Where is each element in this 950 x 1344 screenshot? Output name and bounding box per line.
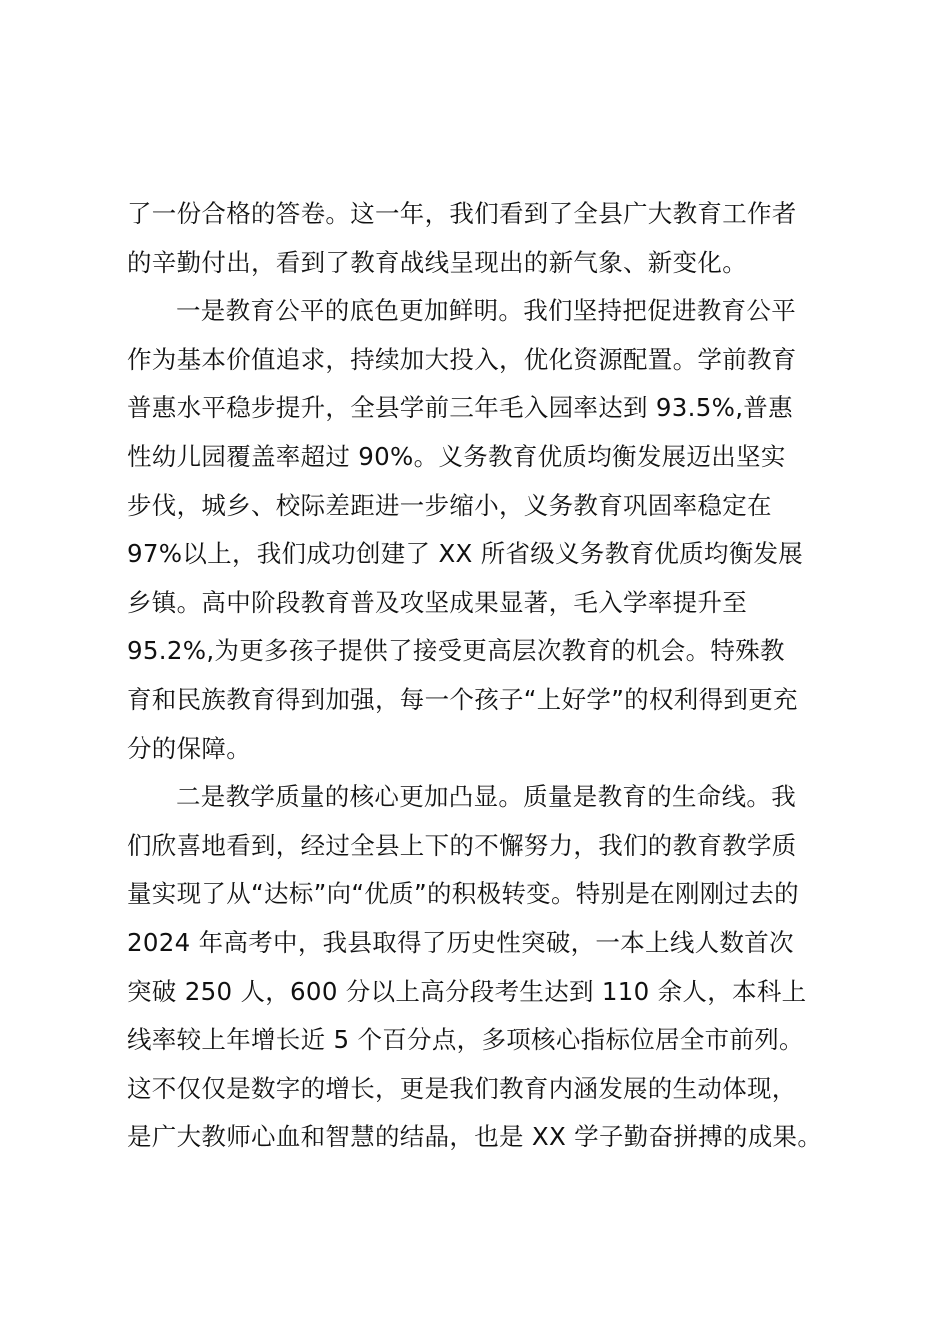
text-line: 育和民族教育得到加强，每一个孩子“上好学”的权利得到更充: [127, 684, 798, 714]
text-line: 是广大教师心血和智慧的结晶，也是 XX 学子勤奋拼搏的成果。: [127, 1122, 823, 1152]
text-line: 乡镇。高中阶段教育普及攻坚成果显著，毛入学率提升至: [127, 587, 747, 617]
document-body: [127, 190, 827, 1162]
text-line: 二是教学质量的核心更加凸显。质量是教育的生命线。我: [176, 782, 796, 812]
text-line: 的辛勤付出，看到了教育战线呈现出的新气象、新变化。: [127, 247, 747, 277]
text-line: 分的保障。: [127, 733, 251, 763]
text-line: 95.2%,为更多孩子提供了接受更高层次教育的机会。特殊教: [127, 636, 785, 666]
text-line: 了一份合格的答卷。这一年，我们看到了全县广大教育工作者: [127, 199, 797, 228]
text-line: 步伐，城乡、校际差距进一步缩小，义务教育巩固率稳定在: [127, 490, 772, 520]
paragraph-continuation: [127, 190, 827, 287]
text-line: 线率较上年增长近 5 个百分点，多项核心指标位居全市前列。: [127, 1025, 804, 1055]
text-line: 普惠水平稳步提升，全县学前三年毛入园率达到 93.5%,普惠: [127, 393, 793, 423]
paragraph-education-equity: [127, 287, 827, 773]
text-line: 们欣喜地看到，经过全县上下的不懈努力，我们的教育教学质: [127, 830, 797, 860]
text-line: 性幼儿园覆盖率超过 90%。义务教育优质均衡发展迈出坚实: [127, 441, 786, 471]
text-line: 一是教育公平的底色更加鲜明。我们坚持把促进教育公平: [176, 296, 796, 326]
text-line: 量实现了从“达标”向“优质”的积极转变。特别是在刚刚过去的: [127, 879, 799, 909]
text-line: 2024 年高考中，我县取得了历史性突破，一本上线人数首次: [127, 927, 794, 957]
text-line: 作为基本价值追求，持续加大投入，优化资源配置。学前教育: [127, 344, 797, 374]
text-line: 97%以上，我们成功创建了 XX 所省级义务教育优质均衡发展: [127, 539, 804, 569]
paragraph-teaching-quality: [127, 773, 827, 1162]
text-line: 突破 250 人，600 分以上高分段考生达到 110 余人，本科上: [127, 976, 807, 1006]
text-line: 这不仅仅是数字的增长，更是我们教育内涵发展的生动体现，: [127, 1073, 797, 1103]
